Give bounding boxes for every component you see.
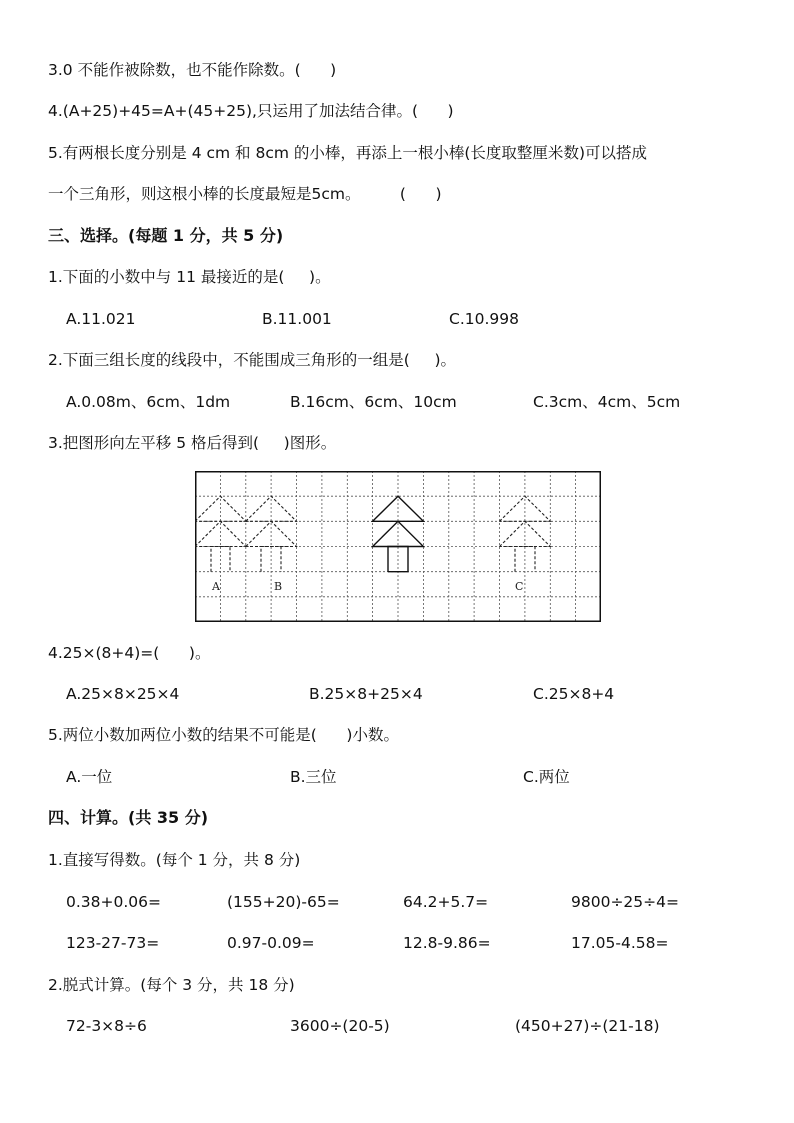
judge-q3: 3.0 不能作被除数，也不能作除数。( ) <box>48 61 337 79</box>
choice-q3: 3.把图形向左平移 5 格后得到( )图形。 <box>48 434 337 452</box>
choice-q2: 2.下面三组长度的线段中，不能围成三角形的一组是( )。 <box>48 351 457 369</box>
mental-calc-item: 123-27-73= <box>66 934 160 952</box>
mental-calc-item: (155+20)-65= <box>227 893 340 911</box>
translation-grid-figure <box>195 471 601 622</box>
mental-calc-item: 17.05-4.58= <box>571 934 669 952</box>
mental-calc-item: 0.97-0.09= <box>227 934 315 952</box>
stepwise-calc-item: 72-3×8÷6 <box>66 1017 147 1035</box>
figure-label-b: B <box>274 580 283 593</box>
choice-q2-option-b: B.16cm、6cm、10cm <box>290 393 457 411</box>
calc-sub1-title: 1.直接写得数。(每个 1 分，共 8 分) <box>48 851 301 869</box>
stepwise-calc-item: (450+27)÷(21-18) <box>515 1017 660 1035</box>
figure-label-c: C <box>515 580 524 593</box>
choice-q4-option-a: A.25×8×25×4 <box>66 685 180 703</box>
choice-q5-option-c: C.两位 <box>523 768 570 786</box>
judge-q4: 4.(A+25)+45=A+(45+25),只运用了加法结合律。( ) <box>48 102 454 120</box>
choice-q4-option-b: B.25×8+25×4 <box>309 685 423 703</box>
section3-heading: 三、选择。(每题 1 分，共 5 分) <box>48 226 284 245</box>
choice-q2-option-a: A.0.08m、6cm、1dm <box>66 393 231 411</box>
calc-sub2-title: 2.脱式计算。(每个 3 分，共 18 分) <box>48 976 295 994</box>
choice-q5-option-b: B.三位 <box>290 768 337 786</box>
choice-q4: 4.25×(8+4)=( )。 <box>48 644 211 662</box>
mental-calc-item: 9800÷25÷4= <box>571 893 679 911</box>
judge-q5-line2: 一个三角形，则这根小棒的长度最短是5cm。 ( ) <box>48 185 442 203</box>
choice-q1: 1.下面的小数中与 11 最接近的是( )。 <box>48 268 331 286</box>
mental-calc-item: 64.2+5.7= <box>403 893 489 911</box>
figure-label-a: A <box>212 580 220 593</box>
choice-q5-option-a: A.一位 <box>66 768 113 786</box>
mental-calc-item: 0.38+0.06= <box>66 893 161 911</box>
choice-q1-option-c: C.10.998 <box>449 310 519 328</box>
judge-q5-line1: 5.有两根长度分别是 4 cm 和 8cm 的小棒，再添上一根小棒(长度取整厘米数)可以搭成 <box>48 144 647 162</box>
section4-heading: 四、计算。(共 35 分) <box>48 808 209 827</box>
stepwise-calc-item: 3600÷(20-5) <box>290 1017 390 1035</box>
choice-q1-option-b: B.11.001 <box>262 310 332 328</box>
choice-q2-option-c: C.3cm、4cm、5cm <box>533 393 681 411</box>
choice-q4-option-c: C.25×8+4 <box>533 685 615 703</box>
choice-q5: 5.两位小数加两位小数的结果不可能是( )小数。 <box>48 726 399 744</box>
choice-q1-option-a: A.11.021 <box>66 310 136 328</box>
mental-calc-item: 12.8-9.86= <box>403 934 491 952</box>
